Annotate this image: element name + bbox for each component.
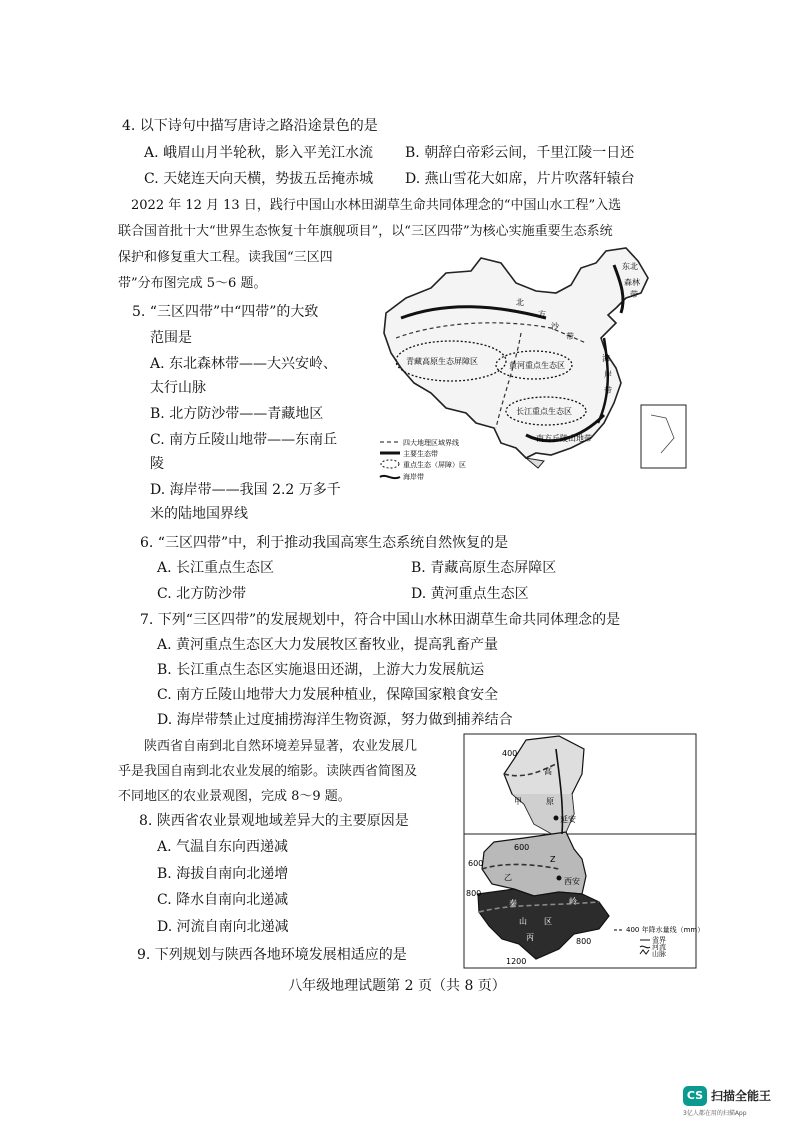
china-three-zones-four-belts-map [376, 243, 694, 490]
q5-option-d-line2: 米的陆地国界线 [150, 506, 248, 522]
label-qin: 秦 [509, 899, 517, 908]
q6-option-a: A. 长江重点生态区 [157, 560, 275, 576]
label-qu: 区 [544, 917, 552, 926]
label-isohyet-1200: 1200 [506, 957, 527, 966]
page-footer: 八年级地理试题第 2 页（共 8 页） [288, 978, 506, 994]
q6-stem: 6. “三区四带”中，利于推动我国高寒生态系统自然恢复的是 [140, 535, 509, 551]
q6-option-c: C. 北方防沙带 [157, 586, 247, 602]
intro2-line3: 不同地区的农业景观图，完成 8～9 题。 [118, 789, 351, 804]
q8-option-b: B. 海拔自南向北递增 [157, 866, 289, 882]
q4-option-b: B. 朝辞白帝彩云间，千里江陵一日还 [405, 145, 635, 161]
label-isohyet-800-a: 800 [466, 889, 482, 898]
label-bing: 丙 [526, 933, 534, 942]
label-isohyet-600-a: 600 [514, 843, 530, 852]
camscanner-name: 扫描全能王 [711, 1089, 772, 1103]
intro1-line4: 带”分布图完成 5～6 题。 [118, 276, 267, 291]
q7-option-c: C. 南方丘陵山地带大力发展种植业，保障国家粮食安全 [157, 687, 499, 703]
q5-stem-line2: 范围是 [150, 330, 192, 346]
q5-option-d-line1: D. 海岸带——我国 2.2 万多千 [150, 482, 341, 498]
q8-option-a: A. 气温自东向西递减 [157, 839, 289, 855]
q6-option-b: B. 青藏高原生态屏障区 [411, 560, 557, 576]
camscanner-logo-icon: CS [683, 1086, 707, 1106]
legend-coast-belt: 海岸带 [403, 473, 424, 481]
legend-region-boundary: 四大地理区域界线 [403, 439, 459, 447]
camscanner-tagline: 3亿人都在用的扫描App [683, 1110, 747, 1117]
label-coast-2: 岸 [604, 370, 612, 379]
q5-option-b: B. 北方防沙带——青藏地区 [150, 406, 324, 422]
label-yellow-river-zone: 黄河重点生态区 [509, 361, 565, 370]
q7-option-a: A. 黄河重点生态区大力发展牧区畜牧业，提高乳畜产量 [157, 637, 499, 653]
legend-isohyet: 400 年降水量线（mm） [626, 926, 705, 934]
q4-option-c: C. 天姥连天向天横，势拔五岳掩赤城 [144, 171, 374, 187]
label-yi: 乙 [504, 873, 512, 882]
q7-stem: 7. 下列“三区四带”的发展规划中，符合中国山水林田湖草生命共同体理念的是 [140, 612, 621, 628]
shaanxi-province-map [464, 734, 705, 968]
label-northeast: 东北 [622, 262, 638, 271]
label-shan: 山 [519, 917, 527, 926]
label-north: 北 [516, 298, 524, 307]
camscanner-badge [683, 1086, 791, 1120]
label-yuan: 原 [546, 797, 554, 806]
q4-option-d: D. 燕山雪花大如席，片片吹落轩辕台 [405, 171, 635, 187]
q4-stem: 4. 以下诗句中描写唐诗之路沿途景色的是 [122, 118, 378, 134]
legend-main-belt: 主要生态带 [403, 450, 438, 458]
label-fang: 方 [538, 310, 546, 319]
label-south-hill-belt: 南方丘陵山地带 [536, 434, 592, 443]
label-belt: 带 [630, 290, 638, 299]
label-z: Z [550, 855, 556, 864]
q8-option-c: C. 降水自南向北递减 [157, 892, 289, 908]
label-coast-1: 海 [602, 354, 610, 363]
q5-option-a-line2: 太行山脉 [150, 380, 206, 396]
label-coast-3: 带 [604, 386, 612, 395]
label-yanan: 延安 [560, 815, 576, 824]
label-xian: 西安 [564, 877, 580, 886]
intro1-line2: 联合国首批十大“世界生态恢复十年旗舰项目”，以“三区四带”为核心实施重要生态系统 [118, 224, 613, 239]
label-isohyet-600-b: 600 [468, 859, 484, 868]
q7-option-b: B. 长江重点生态区实施退田还湖，上游大力发展航运 [157, 662, 485, 678]
q4-option-a: A. 峨眉山月半轮秋，影入平羌江水流 [144, 145, 374, 161]
label-gao: 高 [544, 767, 552, 776]
q5-stem-line1: 5. “三区四带”中“四带”的大致 [132, 304, 319, 320]
q5-option-c-line1: C. 南方丘陵山地带——东南丘 [150, 432, 338, 448]
q5-option-a-line1: A. 东北森林带——大兴安岭、 [150, 356, 338, 372]
south-sea-inset [641, 405, 686, 468]
label-qinghai-zone: 青藏高原生态屏障区 [406, 357, 478, 366]
intro1-line3: 保护和修复重大工程。读我国“三区四 [118, 250, 333, 265]
legend-river: 河流 [652, 943, 666, 951]
q8-stem: 8. 陕西省农业景观地域差异大的主要原因是 [139, 813, 409, 829]
q9-stem: 9. 下列规划与陕西各地环境发展相适应的是 [137, 947, 407, 963]
label-forest: 森林 [624, 278, 640, 287]
q7-option-d: D. 海岸带禁止过度捕捞海洋生物资源，努力做到捕养结合 [157, 712, 513, 728]
legend-key-zone: 重点生态（屏障）区 [403, 461, 466, 469]
label-dai: 带 [566, 332, 574, 341]
q6-option-d: D. 黄河重点生态区 [411, 586, 529, 602]
label-yangtze-zone: 长江重点生态区 [516, 407, 572, 416]
intro1-line1: 2022 年 12 月 13 日，践行中国山水林田湖草生命共同体理念的“中国山水工程”入选 [131, 198, 622, 213]
q8-option-d: D. 河流自南向北递减 [157, 919, 289, 935]
label-jia: 甲 [514, 797, 522, 806]
label-isohyet-400: 400 [502, 749, 518, 758]
legend-province-border: 省界 [652, 936, 666, 944]
label-sha: 沙 [551, 322, 559, 331]
legend-mountain: 山脉 [652, 950, 666, 958]
intro2-line2: 乎是我国自南到北农业发展的缩影。读陕西省简图及 [118, 764, 418, 779]
intro2-line1: 陕西省自南到北自然环境差异显著，农业发展几 [144, 739, 418, 754]
label-ling: 岭 [569, 897, 577, 906]
q5-option-c-line2: 陵 [150, 456, 164, 472]
label-isohyet-800-b: 800 [576, 937, 592, 946]
